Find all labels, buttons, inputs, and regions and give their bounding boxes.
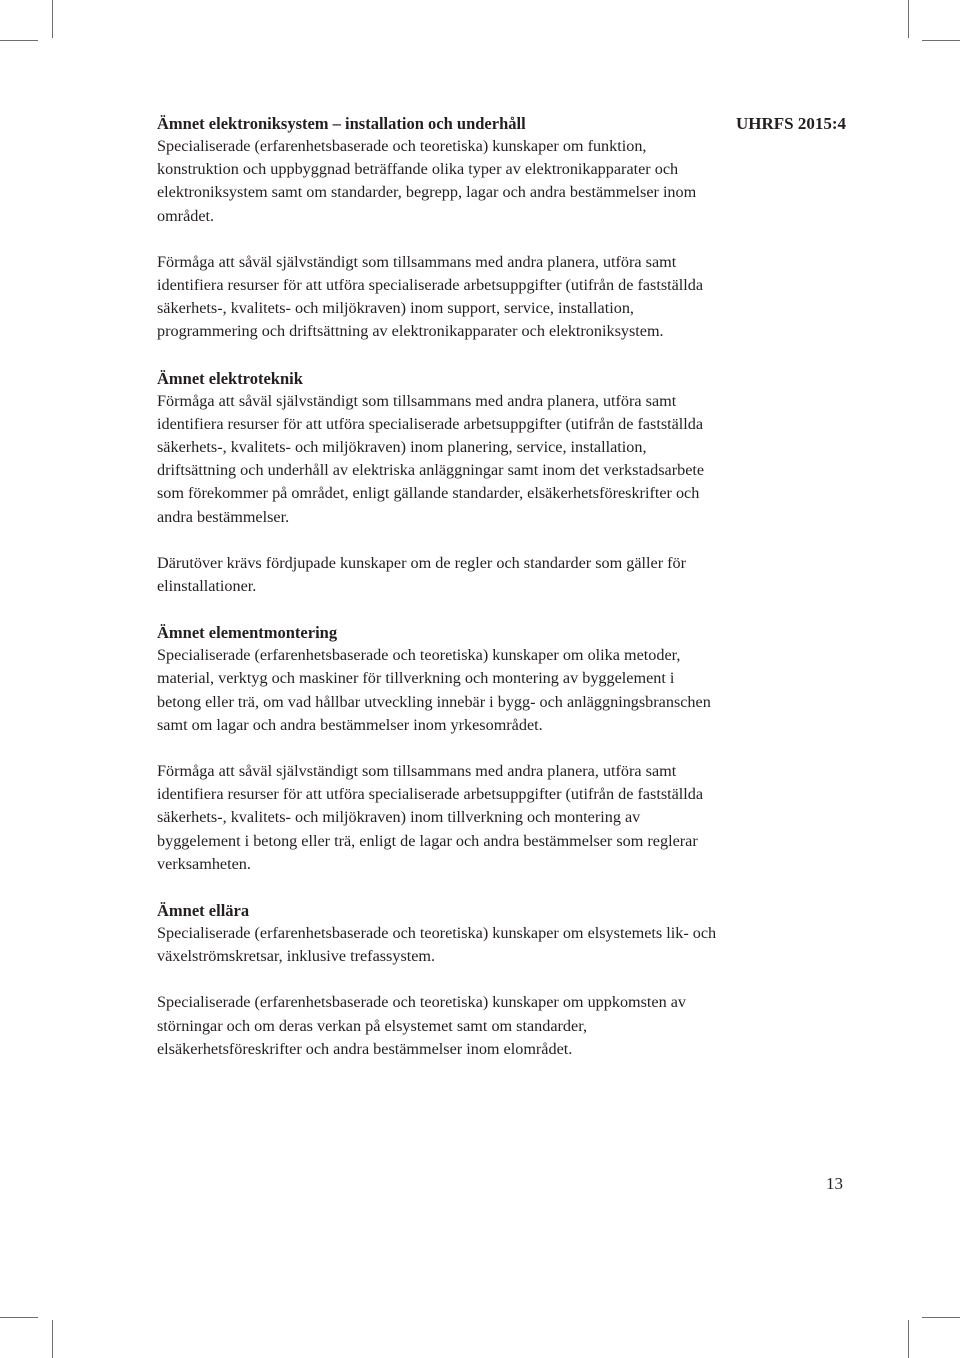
section-elementmontering: [157, 622, 717, 876]
paragraph: Specialiserade (erfarenhetsbaserade och teoretiska) kunskaper om uppkomsten av störningar och om deras verkan på elsystemet samt om standarder, elsäkerhetsföreskrifter och andra bestämmelser inom elområdet.: [157, 993, 687, 1058]
paragraph: Specialiserade (erfarenhetsbaserade och teoretiska) kunskaper om olika metoder, material, verktyg och maskiner för tillverkning och montering av byggelement i betong eller trä, om vad hållbar utveckling innebär i bygg- och anläggningsbranschen samt om lagar och andra bestämmelser inom yrkesområdet.: [157, 646, 711, 734]
paragraph: Specialiserade (erfarenhetsbaserade och teoretiska) kunskaper om elsystemets lik- och växelströmskretsar, inklusive trefassystem.: [157, 924, 717, 966]
section-heading: Ämnet elektroteknik: [157, 368, 303, 388]
document-reference: UHRFS 2015:4: [736, 114, 847, 133]
paragraph: Förmåga att såväl självständigt som tillsammans med andra planera, utföra samt identifiera resurser för att utföra specialiserade arbetsuppgifter (utifrån de fastställda säkerhets-, kvalitets- och miljökraven) inom planering, service, installation, driftsättning och underhåll av elektriska anläggningar samt inom det verkstadsarbete som förekommer på området, enligt gällande standarder, elsäkerhetsföreskrifter och andra bestämmelser.: [157, 391, 705, 526]
main-content: [157, 113, 717, 1061]
crop-mark: [908, 1320, 909, 1358]
crop-mark: [908, 0, 909, 38]
page-number: 13: [826, 1174, 843, 1193]
section-heading: Ämnet elektroniksystem – installation och underhåll: [157, 114, 526, 133]
crop-mark: [922, 40, 960, 41]
crop-mark: [0, 40, 38, 41]
crop-mark: [0, 1317, 38, 1318]
section-heading: Ämnet ellära: [157, 901, 250, 921]
section-elektroteknik: [157, 368, 717, 599]
paragraph: Förmåga att såväl självständigt som tillsammans med andra planera, utföra samt identifiera resurser för att utföra specialiserade arbetsuppgifter (utifrån de fastställda säkerhets-, kvalitets- och miljökraven) inom tillverkning och montering av byggelement i betong eller trä, enligt de lagar och andra bestämmelser som reglerar verksamheten.: [157, 762, 704, 873]
section-heading: Ämnet elementmontering: [157, 623, 338, 643]
paragraph: Förmåga att såväl självständigt som tillsammans med andra planera, utföra samt identifiera resurser för att utföra specialiserade arbetsuppgifter (utifrån de fastställda säkerhets-, kvalitets- och miljökraven) inom support, service, installation, programmering och driftsättning av elektronikapparater och elektroniksystem.: [157, 252, 704, 341]
paragraph: Därutöver krävs fördjupade kunskaper om de regler och standarder som gäller för elinstallationer.: [157, 553, 687, 596]
crop-mark: [52, 0, 53, 38]
crop-mark: [52, 1320, 53, 1358]
paragraph: Specialiserade (erfarenhetsbaserade och teoretiska) kunskaper om funktion, konstruktion och uppbyggnad beträffande olika typer av elektronikapparater och elektroniksystem samt om standarder, begrepp, lagar och andra bestämmelser inom området.: [157, 137, 697, 225]
crop-mark: [922, 1317, 960, 1318]
section-ellara: [157, 900, 717, 1061]
section-elektroniksystem: [157, 113, 717, 344]
